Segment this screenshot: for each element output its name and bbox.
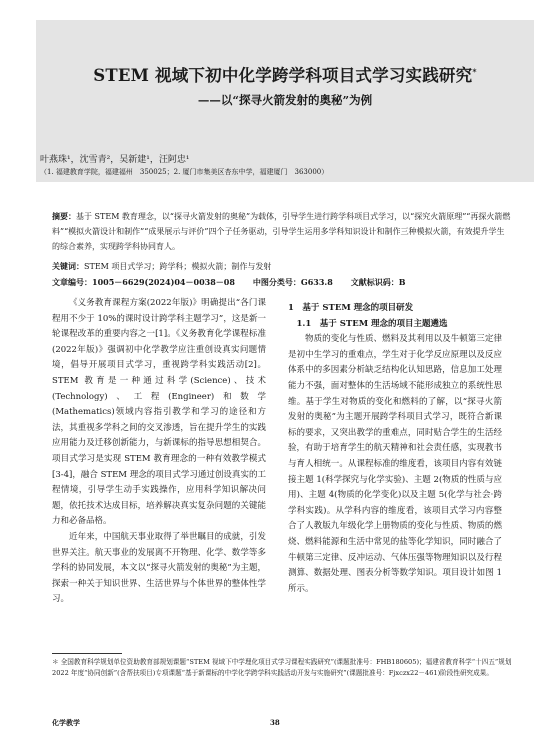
page-number: 38 <box>270 718 280 727</box>
keywords-label: 关键词： <box>52 261 84 271</box>
keywords <box>52 259 512 274</box>
title-footnote-mark: * <box>472 66 477 77</box>
body-column-left <box>52 296 266 608</box>
body-paragraph: 《义务教育课程方案(2022年版)》明确提出“各门课程用不少于 10%的课时设计跨学科主题学习”，这是新一轮课程改革的重要内容之一[1]。《义务教育化学课程标准(2022年版)》强调初中化学教学应注重创设真实问题情境，倡导开展项目式学习，重视跨学科实践活动[2]。STEM 教育是一种通过科学(Science)、技术(Technology)、工程(Engineer)和数学(Mathematics)领域内容指引教学和学习的途径和方法，其重视多学科之间的交叉渗透，旨在提升学生的实践应用能力及迁移创新能力，与新课标的指导思想相契合。项目式学习是实现 STEM 教育理念的一种有效教学模式[3-4]，融合 STEM 理念的项目式学习通过创设真实的工程情境，引导学生动手实践操作，应用科学知识解决问题，依托技术达成目标，培养解决真实复杂问题的关键能力和必备品格。 <box>52 298 266 527</box>
abstract-label: 摘要： <box>52 211 76 221</box>
article-title: STEM 视域下初中化学跨学科项目式学习实践研究* <box>93 66 477 85</box>
keywords-text: STEM 项目式学习；跨学科；模拟火箭；制作与发射 <box>84 262 272 271</box>
abstract-text: 基于 STEM 教育理念，以“探寻火箭发射的奥秘”为载体，引导学生进行跨学科项目式学习，以“探究火箭原理”“再探火箭燃料”“模拟火箭设计和制作”“成果展示与评价”四个子任务驱动，引导学生运用多学科知识设计和制作三种模拟火箭，有效提升学生的综合素养，实现跨学科协同育人。 <box>52 212 511 251</box>
subsection-heading: 1.1 基于 STEM 理念的项目主题遴选 <box>296 318 448 329</box>
section-heading: 1 基于 STEM 理念的项目研发 <box>288 303 414 313</box>
abstract <box>52 209 512 254</box>
clc-number: 中图分类号：G633.8 <box>252 277 333 287</box>
footnote-divider <box>52 653 122 654</box>
body-paragraph: 近年来，中国航天事业取得了举世瞩目的成就，引发世界关注。航天事业的发展离不开物理、化学、数学等多学科的协同发展，本文以“探寻火箭发射的奥秘”为主题，探索一种关于知识世界、生活世界与个体世界的整体性学习。 <box>52 531 266 605</box>
author-affiliation: （1. 福建教育学院，福建福州 350025；2. 厦门市集美区杏东中学，福建厦门 363000） <box>40 168 329 176</box>
article-number: 文章编号：1005－6629(2024)04－0038－08 <box>52 277 235 287</box>
document-info <box>52 275 512 290</box>
body-column-right <box>288 296 502 597</box>
document-code: 文献标识码：B <box>350 277 406 287</box>
journal-name: 化学教学 <box>52 718 80 727</box>
author-list: 叶燕珠¹，沈雪青²，吴新建¹，汪阿忠¹ <box>40 155 190 165</box>
article-subtitle: ——以“探寻火箭发射的奥秘”为例 <box>197 93 373 107</box>
body-paragraph: 物质的变化与性质、燃料及其利用以及牛顿第三定律是初中生学习的重难点，学生对于化学反应原理以及反应体系中的多因素分析缺乏结构化认知思路，信息加工处理能力不强，面对整体的生活场域不能形成独立的系统性思维。基于学生对物质的变化和燃料的了解，以“探寻火箭发射的奥秘”为主题开展跨学科项目式学习，既符合新课标的要求，又突出教学的重难点，同时贴合学生的生活经验，有助于培育学生的航天精神和社会责任感，实现教书与育人相统一。从课程标准的维度看，该项目内容有效链接主题 1(科学探究与化学实验)、主题 2(物质的性质与应用)、主题 4(物质的化学变化)以及主题 5(化学与社会·跨学科实践)。从学科内容的维度看，该项目式学习内容整合了人教版九年级化学上册物质的变化与性质、物质的燃烧、燃料能源和生活中常见的盐等化学知识，同时融合了牛顿第三定律、反冲运动、气体压强等物理知识以及行程测算、数据处理、图表分析等数学知识。项目设计如图 1 所示。 <box>288 334 502 594</box>
funding-footnote: ＊ 全国教育科学规划单位资助教育部规划课题“STEM 视域下中学理化项目式学习课程实践研究”(课题批准号：FHB180605)；福建省教育科学“十四五”规划 2022 年度“协同创新”(含帮扶项目)专项课题“基于新课标的中学化学跨学科实践活动开发与实施研究”(课题批准号：Fjxczx22－461)阶段性研究成果。 <box>52 658 512 677</box>
